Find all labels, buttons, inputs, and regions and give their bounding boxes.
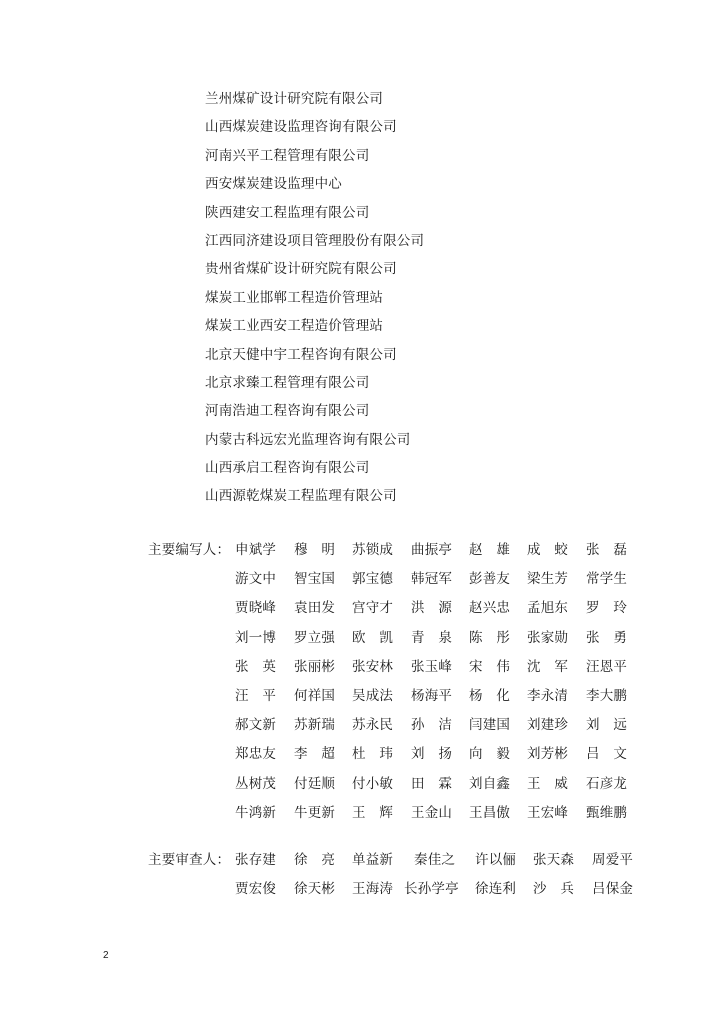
person-name: 赵兴忠	[469, 600, 511, 617]
person-name: 张 勇	[586, 629, 628, 646]
person-name: 郭宝德	[352, 571, 394, 588]
person-name: 常学生	[586, 571, 628, 588]
person-name: 赵 雄	[469, 542, 511, 558]
person-name: 曲振亭	[411, 542, 453, 558]
person-name: 宫守才	[352, 600, 394, 617]
organization-item: 煤炭工业西安工程造价管理站	[205, 318, 384, 335]
person-name: 张家勋	[527, 629, 569, 646]
person-name: 牛更新	[294, 804, 336, 821]
organization-item: 山西源乾煤炭工程监理有限公司	[205, 488, 397, 505]
person-name: 欧 凯	[352, 629, 394, 646]
person-name: 成 蛟	[527, 542, 569, 558]
person-name: 彭善友	[469, 571, 511, 588]
person-name: 许以俪	[475, 852, 517, 868]
person-name: 刘自鑫	[469, 775, 511, 792]
person-name: 丛树茂	[235, 775, 277, 792]
person-name: 徐 亮	[294, 852, 336, 868]
person-name: 付小敏	[352, 775, 394, 792]
person-name: 刘 扬	[411, 746, 453, 763]
person-name: 王海涛	[352, 880, 394, 897]
person-name: 王金山	[411, 804, 453, 821]
person-name: 罗 玲	[586, 600, 628, 617]
person-name: 吕保金	[592, 880, 634, 897]
person-name: 汪 平	[235, 688, 277, 704]
organization-item: 江西同济建设项目管理股份有限公司	[205, 232, 425, 249]
organization-item: 煤炭工业邯郸工程造价管理站	[205, 289, 384, 306]
person-name: 杨海平	[411, 688, 453, 704]
person-name: 罗立强	[294, 629, 336, 646]
person-name: 韩冠军	[411, 571, 453, 588]
person-name: 王 威	[527, 775, 569, 792]
person-name: 沈 军	[527, 658, 569, 675]
person-name: 宋 伟	[469, 658, 511, 675]
person-name: 苏锁成	[352, 542, 394, 558]
person-name: 李大鹏	[586, 688, 628, 704]
person-name: 孟旭东	[527, 600, 569, 617]
organization-item: 北京求臻工程管理有限公司	[205, 374, 370, 391]
person-name: 苏新瑞	[294, 717, 336, 734]
person-name: 智宝国	[294, 571, 336, 588]
person-name: 张存建	[235, 852, 277, 868]
person-name: 付廷顺	[294, 775, 336, 792]
page-number: 2	[103, 950, 109, 961]
person-name: 张玉峰	[411, 658, 453, 675]
person-name: 刘建珍	[527, 717, 569, 734]
person-name: 何祥国	[294, 688, 336, 704]
person-name: 牛鸿新	[235, 804, 277, 821]
person-name: 杜 玮	[352, 746, 394, 763]
person-name: 秦佳之	[414, 852, 456, 868]
organization-item: 西安煤炭建设监理中心	[205, 176, 342, 193]
organization-item: 贵州省煤矿设计研究院有限公司	[205, 261, 397, 278]
person-name: 向 毅	[469, 746, 511, 763]
organization-item: 山西承启工程咨询有限公司	[205, 460, 370, 477]
organization-item: 河南浩迪工程咨询有限公司	[205, 403, 370, 420]
person-name: 王 辉	[352, 804, 394, 821]
person-name: 陈 彤	[469, 629, 511, 646]
person-name: 刘一博	[235, 629, 277, 646]
person-name: 徐天彬	[294, 880, 336, 897]
person-name: 汪恩平	[586, 658, 628, 675]
organization-item: 河南兴平工程管理有限公司	[205, 147, 370, 164]
organization-item: 陕西建安工程监理有限公司	[205, 204, 370, 221]
organization-item: 内蒙古科远宏光监理咨询有限公司	[205, 431, 411, 448]
person-name: 长孙学亭	[404, 880, 459, 897]
organization-item: 北京天健中宇工程咨询有限公司	[205, 346, 397, 363]
organization-item: 山西煤炭建设监理咨询有限公司	[205, 119, 397, 136]
person-name: 张 磊	[586, 542, 628, 558]
person-name: 刘 远	[586, 717, 628, 734]
person-name: 梁生芳	[527, 571, 569, 588]
person-name: 穆 明	[294, 542, 336, 558]
person-name: 石彦龙	[586, 775, 628, 792]
person-name: 青 泉	[411, 629, 453, 646]
person-name: 孙 洁	[411, 717, 453, 734]
person-name: 田 霖	[411, 775, 453, 792]
person-name: 张天森	[533, 852, 575, 868]
person-name: 郝文新	[235, 717, 277, 734]
person-name: 吕 文	[586, 746, 628, 763]
person-name: 贾晓峰	[235, 600, 277, 617]
person-name: 张 英	[235, 658, 277, 675]
person-name: 单益新	[352, 852, 394, 868]
person-name: 闫建国	[469, 717, 511, 734]
person-name: 刘芳彬	[527, 746, 569, 763]
person-name: 王宏峰	[527, 804, 569, 821]
person-name: 申斌学	[235, 542, 277, 558]
person-name: 沙 兵	[533, 880, 575, 897]
person-name: 甄维鹏	[586, 804, 628, 821]
person-name: 游文中	[235, 571, 277, 588]
person-name: 徐连利	[475, 880, 517, 897]
person-name: 张丽彬	[294, 658, 336, 675]
organization-item: 兰州煤矿设计研究院有限公司	[205, 91, 384, 107]
organization-list	[205, 85, 424, 511]
person-name: 李永清	[527, 688, 569, 704]
person-name: 洪 源	[411, 600, 453, 617]
person-name: 周爱平	[592, 852, 634, 868]
main-reviewers-label: 主要审查人：	[148, 852, 231, 868]
person-name: 李 超	[294, 746, 336, 763]
person-name: 贾宏俊	[235, 880, 277, 897]
person-name: 郑忠友	[235, 746, 277, 763]
main-writers-label: 主要编写人：	[148, 542, 231, 558]
person-name: 袁田发	[294, 600, 336, 617]
person-name: 王昌傲	[469, 804, 511, 821]
person-name: 苏永民	[352, 717, 394, 734]
person-name: 杨 化	[469, 688, 511, 704]
person-name: 张安林	[352, 658, 394, 675]
person-name: 吴成法	[352, 688, 394, 704]
